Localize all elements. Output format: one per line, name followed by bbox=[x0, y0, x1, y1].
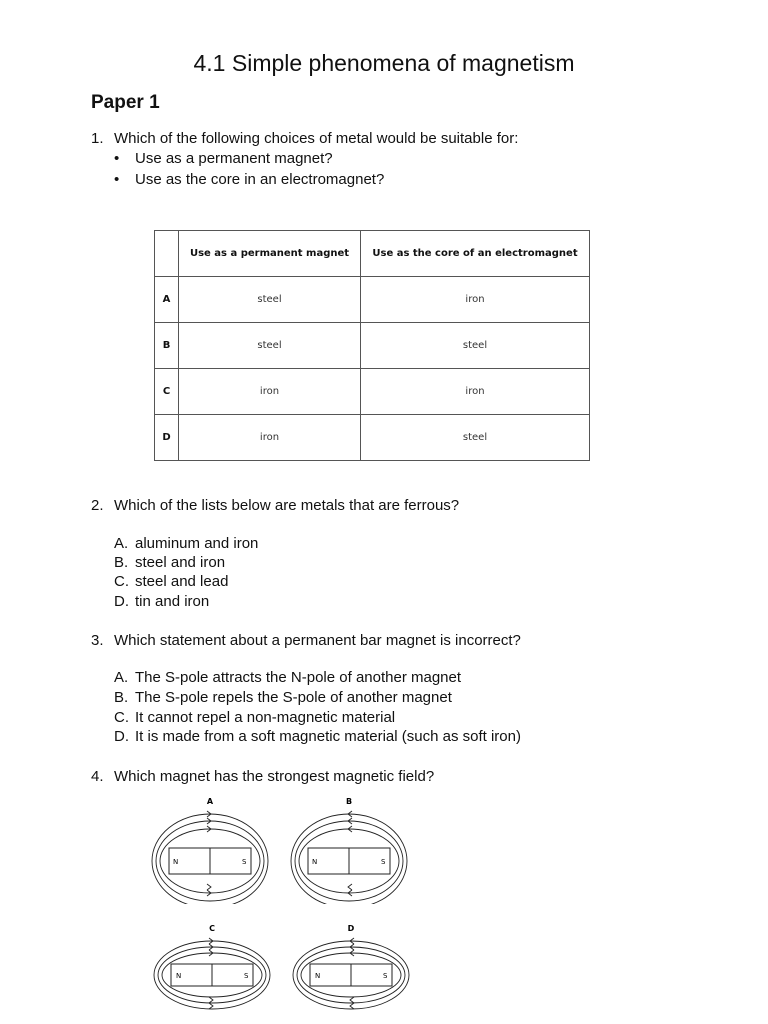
magnet-diagram-c bbox=[150, 921, 275, 1016]
question-2-options: A. aluminum and iron B. steel and iron C. steel and lead D. tin and iron bbox=[114, 535, 259, 610]
south-pole-label: S bbox=[383, 972, 388, 980]
table-header-cell bbox=[155, 231, 179, 277]
magnet-label: D bbox=[347, 924, 355, 933]
magnet-diagram-d bbox=[289, 921, 414, 1016]
question-4 bbox=[91, 767, 691, 787]
question-number: 4. bbox=[91, 768, 104, 785]
table-cell: steel bbox=[179, 277, 361, 323]
row-label: D bbox=[155, 415, 179, 461]
table-cell: steel bbox=[361, 415, 590, 461]
table-cell: iron bbox=[361, 277, 590, 323]
table-row bbox=[155, 415, 590, 461]
question-2 bbox=[91, 496, 691, 516]
metal-choice-table bbox=[154, 230, 590, 461]
north-pole-label: N bbox=[176, 972, 182, 980]
question-number: 1. bbox=[91, 130, 104, 147]
north-pole-label: N bbox=[173, 858, 179, 866]
question-3 bbox=[91, 631, 691, 651]
row-label: A bbox=[155, 277, 179, 323]
bullet-glyph: • bbox=[114, 150, 120, 167]
table-header-row bbox=[155, 231, 590, 277]
row-label: C bbox=[155, 369, 179, 415]
magnet-diagram-a bbox=[150, 794, 275, 904]
table-row bbox=[155, 369, 590, 415]
table-row bbox=[155, 277, 590, 323]
table-cell: iron bbox=[179, 415, 361, 461]
magnet-label: A bbox=[206, 797, 214, 806]
south-pole-label: S bbox=[244, 972, 249, 980]
south-pole-label: S bbox=[242, 858, 247, 866]
question-text: Which of the following choices of metal would be suitable for: bbox=[114, 130, 519, 147]
magnet-label: C bbox=[209, 924, 215, 933]
table-row bbox=[155, 323, 590, 369]
magnet-label: B bbox=[345, 797, 353, 806]
north-pole-label: N bbox=[312, 858, 318, 866]
table-cell: steel bbox=[361, 323, 590, 369]
table-cell: iron bbox=[361, 369, 590, 415]
section-heading: Paper 1 bbox=[91, 92, 160, 113]
south-pole-label: S bbox=[381, 858, 386, 866]
question-text: Which magnet has the strongest magnetic field? bbox=[114, 768, 435, 785]
question-text: Which statement about a permanent bar magnet is incorrect? bbox=[114, 632, 521, 649]
page-title: 4.1 Simple phenomena of magnetism bbox=[193, 50, 575, 76]
table-header-cell: Use as the core of an electromagnet bbox=[361, 231, 590, 277]
table-cell: iron bbox=[179, 369, 361, 415]
question-number: 2. bbox=[91, 497, 104, 514]
table-cell: steel bbox=[179, 323, 361, 369]
table-header-cell: Use as a permanent magnet bbox=[179, 231, 361, 277]
magnet-diagram-b bbox=[289, 794, 414, 904]
north-pole-label: N bbox=[315, 972, 321, 980]
question-1 bbox=[91, 129, 691, 149]
question-number: 3. bbox=[91, 632, 104, 649]
question-text: Which of the lists below are metals that are ferrous? bbox=[114, 497, 460, 514]
row-label: B bbox=[155, 323, 179, 369]
question-1-bullets: • Use as a permanent magnet? • Use as the core in an electromagnet? bbox=[114, 150, 385, 188]
bullet-glyph: • bbox=[114, 171, 120, 188]
question-3-options: A. The S-pole attracts the N-pole of another magnet B. The S-pole repels the S-pole of another magnet C. It cannot repel a non-magnetic material D. It is made from a soft magnetic material (such as soft iron) bbox=[114, 669, 521, 745]
